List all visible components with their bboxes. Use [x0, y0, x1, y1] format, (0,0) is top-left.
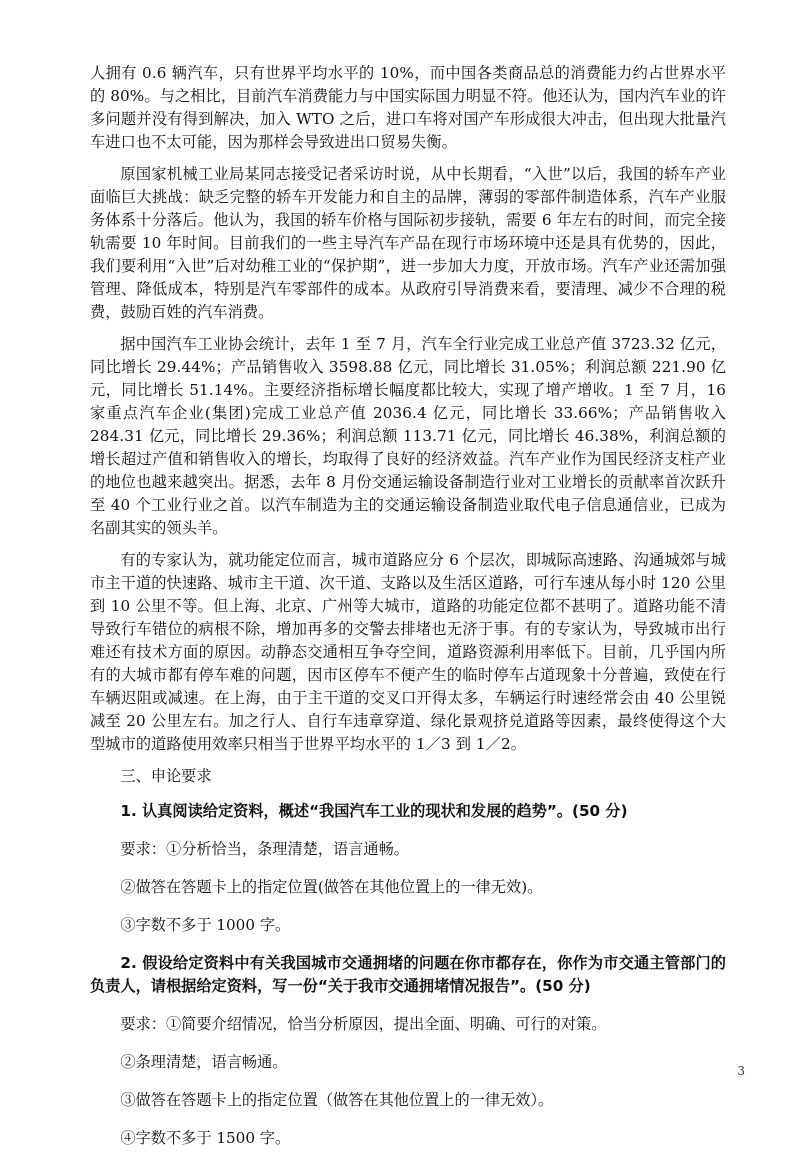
paragraph-wto-challenge: 原国家机械工业局某同志接受记者采访时说，从中长期看，“入世”以后，我国的轿车产业面临巨大挑战：缺乏完整的轿车开发能力和自主的品牌，薄弱的零部件制造体系，汽车产业服务体系十分落后。他认为，我国的轿车价格与国际初步接轨，需要 6 年左右的时间，而完全接轨需要 10 年时间。目前我们的一些主导汽车产品在现行市场环境中还是具有优势的，因此，我们要利用“入世”后对幼稚工业的“保护期”，进一步加大力度，开放市场。汽车产业还需加强管理、降低成本，特别是汽车零部件的成本。从政府引导消费来看，要清理、减少不合理的税费，鼓励百姓的汽车消费。 [90, 165, 726, 321]
question-1-requirement-1: 要求：①分析恰当，条理清楚，语言通畅。 [120, 840, 409, 858]
section-title: 三、申论要求 [120, 767, 212, 785]
paragraph-urban-traffic: 有的专家认为，就功能定位而言，城市道路应分 6 个层次，即城际高速路、沟通城郊与城市主干道的快速路、城市主干道、次干道、支路以及生活区道路，可行车速从每小时 120 公里到 10 公里不等。但上海、北京、广州等大城市，道路的功能定位都不甚明了。道路功能不清导致行车错位的病根不除，增加再多的交警去排堵也无济于事。有的专家认为，导致城市出行难还有技术方面的原因。动静态交通相互争夺空间，道路资源利用率低下。目前，几乎国内所有的大城市都有停车难的问题，因市区停车不便产生的临时停车占道现象十分普遍，致使在行车辆迟阻或减速。在上海，由于主干道的交叉口开得太多，车辆运行时速经常会由 40 公里锐减至 20 公里左右。加之行人、自行车违章穿道、绿化景观挤兑道路等因素，最终使得这个大型城市的道路使用效率只相当于世界平均水平的 1／3 到 1／2。 [90, 551, 726, 753]
document-body [90, 62, 726, 1165]
question-2-requirement-2: ②条理清楚，语言畅通。 [120, 1053, 288, 1071]
question-2-heading: 2. 假设给定资料中有关我国城市交通拥堵的问题在你市都存在，你作为市交通主管部门的负责人，请根据给定资料，写一份“关于我市交通拥堵情况报告”。(50 分) [90, 954, 726, 995]
question-2-requirement-3: ③做答在答题卡上的指定位置（做答在其他位置上的一律无效）。 [120, 1091, 554, 1109]
question-1-heading: 1. 认真阅读给定资料，概述“我国汽车工业的现状和发展的趋势”。(50 分) [120, 802, 628, 820]
question-1-requirement-3: ③字数不多于 1000 字。 [120, 916, 291, 934]
paragraph-consumption: 人拥有 0.6 辆汽车，只有世界平均水平的 10%，而中国各类商品总的消费能力约占世界水平的 80%。与之相比，目前汽车消费能力与中国实际国力明显不符。他还认为，国内汽车业的许多问题并没有得到解决，加入 WTO 之后，进口车将对国产车形成很大冲击，但出现大批量汽车进口也不太可能，因为那样会导致进出口贸易失衡。 [90, 64, 726, 151]
page-number: 3 [737, 1064, 745, 1078]
question-1-requirement-2: ②做答在答题卡上的指定位置(做答在其他位置上的一律无效)。 [120, 878, 543, 896]
question-2-requirement-1: 要求：①简要介绍情况，恰当分析原因，提出全面、明确、可行的对策。 [120, 1015, 607, 1033]
paragraph-industry-statistics: 据中国汽车工业协会统计，去年 1 至 7 月，汽车全行业完成工业总产值 3723.32 亿元，同比增长 29.44%；产品销售收入 3598.88 亿元，同比增长 31.05%；利润总额 221.90 亿元，同比增长 51.14%。主要经济指标增长幅度都比较大，实现了增产增收。1 至 7 月，16 家重点汽车企业(集团)完成工业总产值 2036.4 亿元，同比增长 33.66%；产品销售收入 284.31 亿元，同比增长 29.36%；利润总额 113.71 亿元，同比增长 46.38%，利润总额的增长超过产值和销售收入的增长，均取得了良好的经济效益。汽车产业作为国民经济支柱产业的地位也越来越突出。据悉，去年 8 月份交通运输设备制造行业对工业增长的贡献率首次跃升至 40 个工业行业之首。以汽车制造为主的交通运输设备制造业取代电子信息通信业，已成为名副其实的领头羊。 [90, 335, 726, 537]
question-2-requirement-4: ④字数不多于 1500 字。 [120, 1129, 291, 1147]
